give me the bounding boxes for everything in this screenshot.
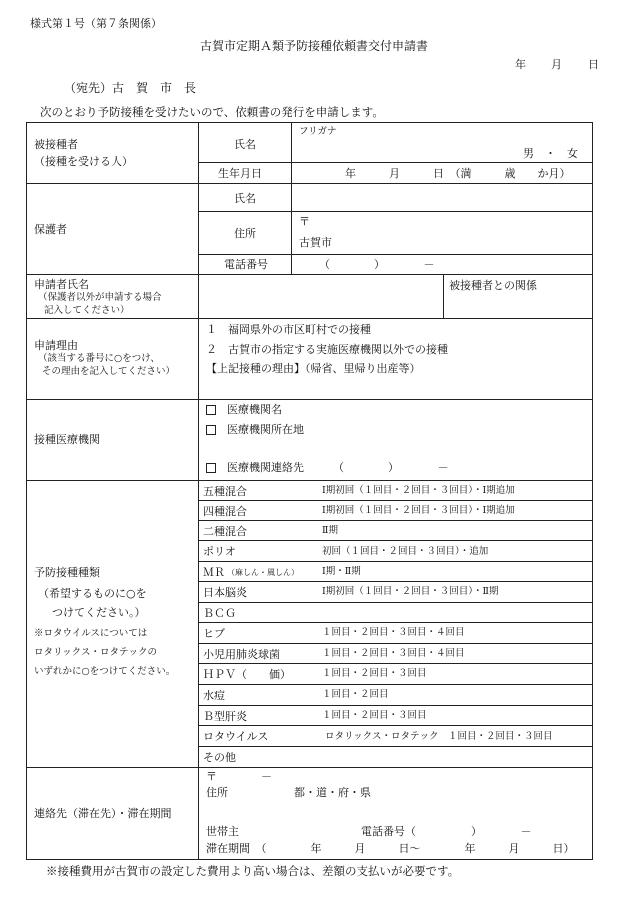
patient-furigana-label: フリガナ <box>299 126 337 137</box>
institution-heading: 接種医療機関 <box>34 433 100 446</box>
institution-name-checkbox[interactable] <box>206 405 216 415</box>
vaccine-name[interactable]: 水痘 <box>203 689 225 702</box>
addressee: （宛先）古 賀 市 長 <box>64 81 197 95</box>
reason-note-1: （該当する番号に○をつけ、 <box>38 353 160 364</box>
applicant-note-2: 記入してください） <box>44 305 130 316</box>
applicant-heading: 申請者氏名 <box>34 278 89 291</box>
relation-field[interactable] <box>447 294 587 314</box>
vaccine-doses[interactable]: ロタリックス・ロタテック １回目・２回目・３回目 <box>325 731 553 742</box>
vaccine-doses[interactable]: １回目・２回目・３回目 <box>322 710 427 721</box>
postal-mark: 〒 <box>299 215 310 228</box>
date-year: 年 <box>515 58 526 71</box>
guardian-name-field[interactable] <box>295 187 585 207</box>
guardian-heading: 保護者 <box>34 223 67 236</box>
contact-address-label: 住所 <box>206 786 228 799</box>
vaccine-doses[interactable]: Ⅰ期初回（１回目・２回目・３回目）・Ⅰ期追加 <box>322 485 515 496</box>
vaccine-note-1: （希望するものに○を <box>38 587 147 600</box>
vaccine-doses[interactable]: 初回（１回目・２回目・３回目）・追加 <box>322 546 489 557</box>
guardian-phone-label: 電話番号 <box>224 258 268 271</box>
contact-heading: 連絡先（滞在先）・滞在期間 <box>34 807 172 820</box>
date-month: 月 <box>551 58 562 71</box>
vaccine-note-5: いずれかに○をつけてください。 <box>34 666 176 677</box>
institution-address-label: 医療機関所在地 <box>227 423 304 436</box>
contact-postal-field[interactable]: 〒 － <box>206 770 272 783</box>
reason-detail-field[interactable] <box>202 378 588 396</box>
vaccine-name[interactable]: ＢＣＧ <box>203 607 236 620</box>
vaccine-doses[interactable]: Ⅰ期・Ⅱ期 <box>322 566 361 577</box>
vaccine-name[interactable]: ＨＰＶ（ 価） <box>203 668 291 681</box>
institution-contact-checkbox[interactable] <box>206 463 216 473</box>
guardian-address-city[interactable]: 古賀市 <box>299 236 332 249</box>
patient-birth-field[interactable]: 年 月 日 （満 歳 か月） <box>345 167 571 180</box>
applicant-name-field[interactable] <box>202 278 438 314</box>
patient-gender-options[interactable]: 男 ・ 女 <box>523 147 578 160</box>
patient-heading: 被接種者 <box>34 138 78 151</box>
reason-option-2[interactable]: ２ 古賀市の指定する実施医療機関以外での接種 <box>206 343 448 356</box>
form-title: 古賀市定期Ａ類予防接種依頼書交付申請書 <box>200 39 429 53</box>
contact-phone-field[interactable]: 電話番号（ ） － <box>361 825 532 838</box>
vaccine-name[interactable]: その他 <box>203 751 236 764</box>
vaccine-name[interactable]: 日本脳炎 <box>203 586 247 599</box>
contact-address-field[interactable] <box>202 801 588 819</box>
vaccine-name[interactable]: 二種混合 <box>203 525 247 538</box>
footer-note: ※接種費用が古賀市の設定した費用より高い場合は、差額の支払いが必要です。 <box>46 864 460 878</box>
patient-subheading: （接種を受ける人） <box>34 155 133 168</box>
vaccine-name[interactable]: ＭＲ <box>203 566 225 579</box>
institution-name-label: 医療機関名 <box>227 403 282 416</box>
vaccine-heading: 予防接種種類 <box>34 566 100 579</box>
vaccine-note-4: ロタリックス・ロタテックの <box>34 647 158 658</box>
vaccine-name[interactable]: ポリオ <box>203 545 236 558</box>
vaccine-doses[interactable]: １回目・２回目・３回目・４回目 <box>322 648 465 659</box>
form-number: 様式第１号（第７条関係） <box>30 17 162 30</box>
vaccine-doses[interactable]: Ⅰ期初回（１回目・２回目・３回目）・Ⅰ期追加 <box>322 505 515 516</box>
vaccine-note-2: つけてください。） <box>52 606 146 619</box>
vaccine-name[interactable]: 小児用肺炎球菌 <box>203 648 280 661</box>
patient-birth-label: 生年月日 <box>218 167 262 180</box>
reason-note-2: その理由を記入してください） <box>42 366 176 377</box>
guardian-phone-field[interactable]: （ ） － <box>319 258 435 271</box>
vaccine-doses[interactable]: Ⅱ期 <box>322 525 338 536</box>
patient-name-label: 氏名 <box>234 138 256 151</box>
vaccine-name[interactable]: 四種混合 <box>203 505 247 518</box>
reason-option-1[interactable]: １ 福岡県外の市区町村での接種 <box>206 323 371 336</box>
contact-prefecture-options[interactable]: 都・道・府・県 <box>294 786 371 799</box>
householder-label: 世帯主 <box>206 825 239 838</box>
vaccine-name[interactable]: Ｂ型肝炎 <box>203 710 247 723</box>
reason-detail-label: 【上記接種の理由】（帰省、里帰り出産等） <box>206 362 421 375</box>
stay-period-field[interactable]: 滞在期間 （ 年 月 日～ 年 月 日） <box>206 842 575 855</box>
applicant-note-1: （保護者以外が申請する場合 <box>38 292 162 303</box>
institution-contact-label: 医療機関連絡先 <box>227 461 304 474</box>
institution-phone-field[interactable]: （ ） － <box>333 461 449 474</box>
patient-name-field[interactable] <box>295 138 515 158</box>
guardian-address-label: 住所 <box>234 227 256 240</box>
vaccine-name[interactable]: ヒブ <box>203 627 225 640</box>
vaccine-name[interactable]: 五種混合 <box>203 485 247 498</box>
intro-text: 次のとおり予防接種を受けたいので、依頼書の発行を申請します。 <box>40 105 384 119</box>
vaccine-doses[interactable]: １回目・２回目 <box>322 689 389 700</box>
vaccine-doses[interactable]: １回目・２回目・３回目 <box>322 668 427 679</box>
vaccine-doses[interactable]: Ⅰ期初回（１回目・２回目・３回目）・Ⅱ期 <box>322 586 499 597</box>
institution-address-checkbox[interactable] <box>206 425 216 435</box>
vaccine-doses[interactable]: １回目・２回目・３回目・４回目 <box>322 627 465 638</box>
vaccine-name-sub: （麻しん・風しん） <box>227 568 299 577</box>
relation-label: 被接種者との関係 <box>449 279 537 292</box>
date-day: 日 <box>588 58 599 71</box>
vaccine-name[interactable]: ロタウイルス <box>203 730 269 743</box>
vaccine-note-3: ※ロタウイルスについては <box>34 628 148 639</box>
guardian-name-label: 氏名 <box>234 192 256 205</box>
reason-heading: 申請理由 <box>34 339 78 352</box>
